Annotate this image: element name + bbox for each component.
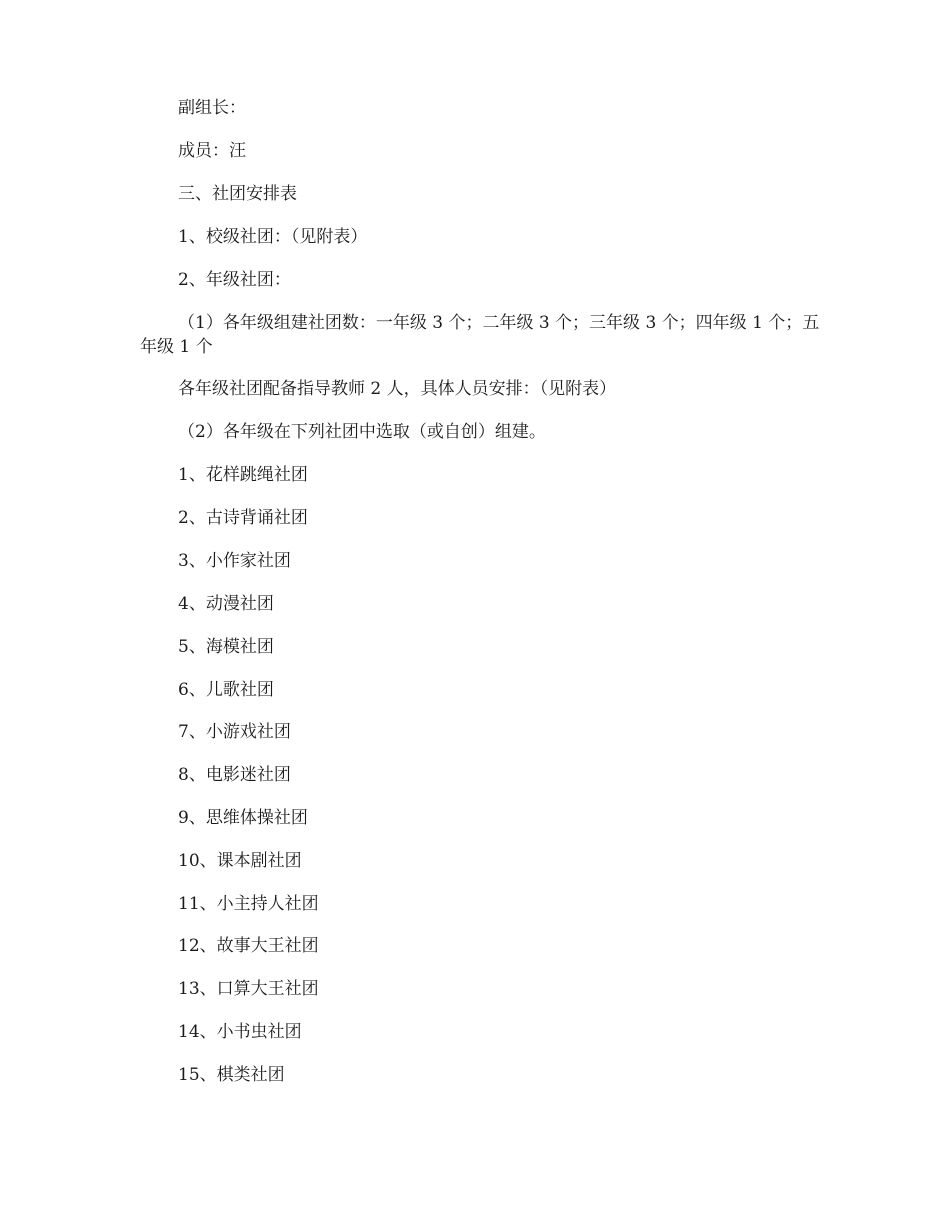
list-item: 15、棋类社团 [178, 1065, 285, 1085]
list-item: 3、小作家社团 [178, 551, 291, 571]
list-item: 6、儿歌社团 [178, 680, 274, 700]
list-item: 9、思维体操社团 [178, 808, 308, 828]
list-item: 11、小主持人社团 [178, 894, 319, 914]
section-heading: 三、社团安排表 [178, 184, 297, 204]
school-club-line: 1、校级社团：（见附表） [178, 227, 368, 247]
list-item: 13、口算大王社团 [178, 979, 319, 999]
club-count-paragraph: （1）各年级组建社团数：一年级 3 个；二年级 3 个；三年级 3 个；四年级 1 个；五年级 1 个 [140, 313, 820, 357]
list-item: 14、小书虫社团 [178, 1022, 302, 1042]
list-item: 2、古诗背诵社团 [178, 508, 308, 528]
deputy-leader-line: 副组长： [178, 98, 246, 118]
list-item: 10、课本剧社团 [178, 851, 302, 871]
list-item: 7、小游戏社团 [178, 722, 291, 742]
teacher-allocation-line: 各年级社团配备指导教师 2 人，具体人员安排：（见附表） [178, 379, 617, 399]
list-item: 4、动漫社团 [178, 594, 274, 614]
list-item: 5、海模社团 [178, 637, 274, 657]
members-line: 成员：汪 [178, 141, 246, 161]
list-item: 1、花样跳绳社团 [178, 465, 308, 485]
grade-club-line: 2、年级社团： [178, 270, 291, 290]
list-item: 12、故事大王社团 [178, 936, 319, 956]
list-item: 8、电影迷社团 [178, 765, 291, 785]
club-selection-line: （2）各年级在下列社团中选取（或自创）组建。 [178, 422, 546, 442]
